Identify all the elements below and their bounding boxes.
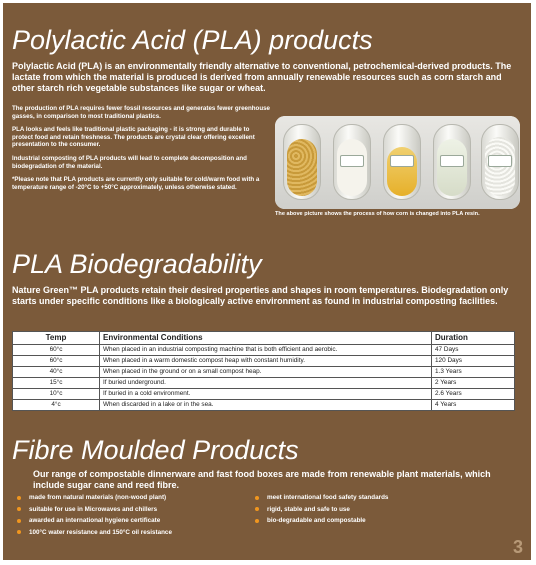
duration-cell: 1.3 Years [432,367,515,378]
condition-cell: If buried in a cold environment. [100,389,432,400]
condition-cell: When placed in an industrial composting machine that is both efficient and aerobic. [100,345,432,356]
condition-cell: When placed in a warm domestic compost heap with constant humidity. [100,356,432,367]
biodegradability-table [12,331,515,411]
list-item: rigid, stable and safe to use [255,504,388,516]
list-item: bio-degradable and compostable [255,515,388,527]
corn-to-pla-photo [275,116,520,209]
temp-cell: 4°c [13,400,100,411]
sample-tube-lactide [433,124,471,200]
pla-paragraph: *Please note that PLA products are currently only suitable for cold/warm food with a temperature range of -20°C to +50°C approximately, unless otherwise stated. [12,176,260,191]
temp-cell: 60°c [13,345,100,356]
pla-paragraph: The production of PLA requires fewer fossil resources and generates fewer greenhouse gasses, in comparison to most traditional plastics. [12,105,270,120]
temp-header: Temp [13,332,100,345]
page-number: 3 [512,537,523,557]
list-item: made from natural materials (non-wood plant) [17,492,172,504]
brochure-page [3,3,531,560]
fibre-title: Fibre Moulded Products [12,435,299,465]
duration-cell: 4 Years [432,400,515,411]
conditions-header: Environmental Conditions [100,332,432,345]
fibre-bullets-left [17,492,172,538]
table-row [13,345,515,356]
duration-cell: 2 Years [432,378,515,389]
list-item: awarded an international hygiene certificate [17,515,172,527]
pla-products-title: Polylactic Acid (PLA) products [12,25,373,55]
table-header-row [13,332,515,345]
duration-cell: 2.6 Years [432,389,515,400]
temp-cell: 10°c [13,389,100,400]
biodegradability-intro: Nature Green™ PLA products retain their desired properties and shapes in room temperatures. Biodegradation only starts under specific conditions like a biologically active environment as found in industrial composting facilities. [12,285,509,306]
biodegradability-title: PLA Biodegradability [12,249,262,279]
list-item: 100°C water resistance and 150°C oil resistance [17,527,172,539]
pla-paragraph: PLA looks and feels like traditional plastic packaging - it is strong and durable to protect food and retain freshness. The products are crystal clear offering excellent presentation to the consumer. [12,126,255,149]
duration-header: Duration [432,332,515,345]
pla-paragraph: Industrial composting of PLA products will lead to complete decomposition and biodegradation of the material. [12,154,247,170]
sample-tube-sugar [383,124,421,200]
condition-cell: When discarded in a lake or in the sea. [100,400,432,411]
temp-cell: 15°c [13,378,100,389]
sample-tube-pla-resin [481,124,519,200]
sample-tube-starch [333,124,371,200]
temp-cell: 40°c [13,367,100,378]
list-item: meet international food safety standards [255,492,388,504]
sample-tube-corn [283,124,321,200]
duration-cell: 120 Days [432,356,515,367]
table-row [13,389,515,400]
table-row [13,400,515,411]
pla-details [12,105,270,197]
condition-cell: If buried underground. [100,378,432,389]
pla-intro-text: Polylactic Acid (PLA) is an environmentally friendly alternative to conventional, petrochemical-derived products. The lactate from which the material is produced is derived from annually renewable resources such as corn starch and other starch rich vegetable substances like sugar or wheat. [12,61,512,93]
temp-cell: 60°c [13,356,100,367]
fibre-intro: Our range of compostable dinnerware and fast food boxes are made from renewable plant materials, which include sugar cane and reed fibre. [33,469,491,490]
table-row [13,356,515,367]
table-row [13,378,515,389]
duration-cell: 47 Days [432,345,515,356]
list-item: suitable for use in Microwaves and chillers [17,504,172,516]
table-row [13,367,515,378]
photo-caption: The above picture shows the process of how corn is changed into PLA resin. [275,211,480,217]
condition-cell: When placed in the ground or on a small compost heap. [100,367,432,378]
fibre-bullets-right [255,492,388,527]
